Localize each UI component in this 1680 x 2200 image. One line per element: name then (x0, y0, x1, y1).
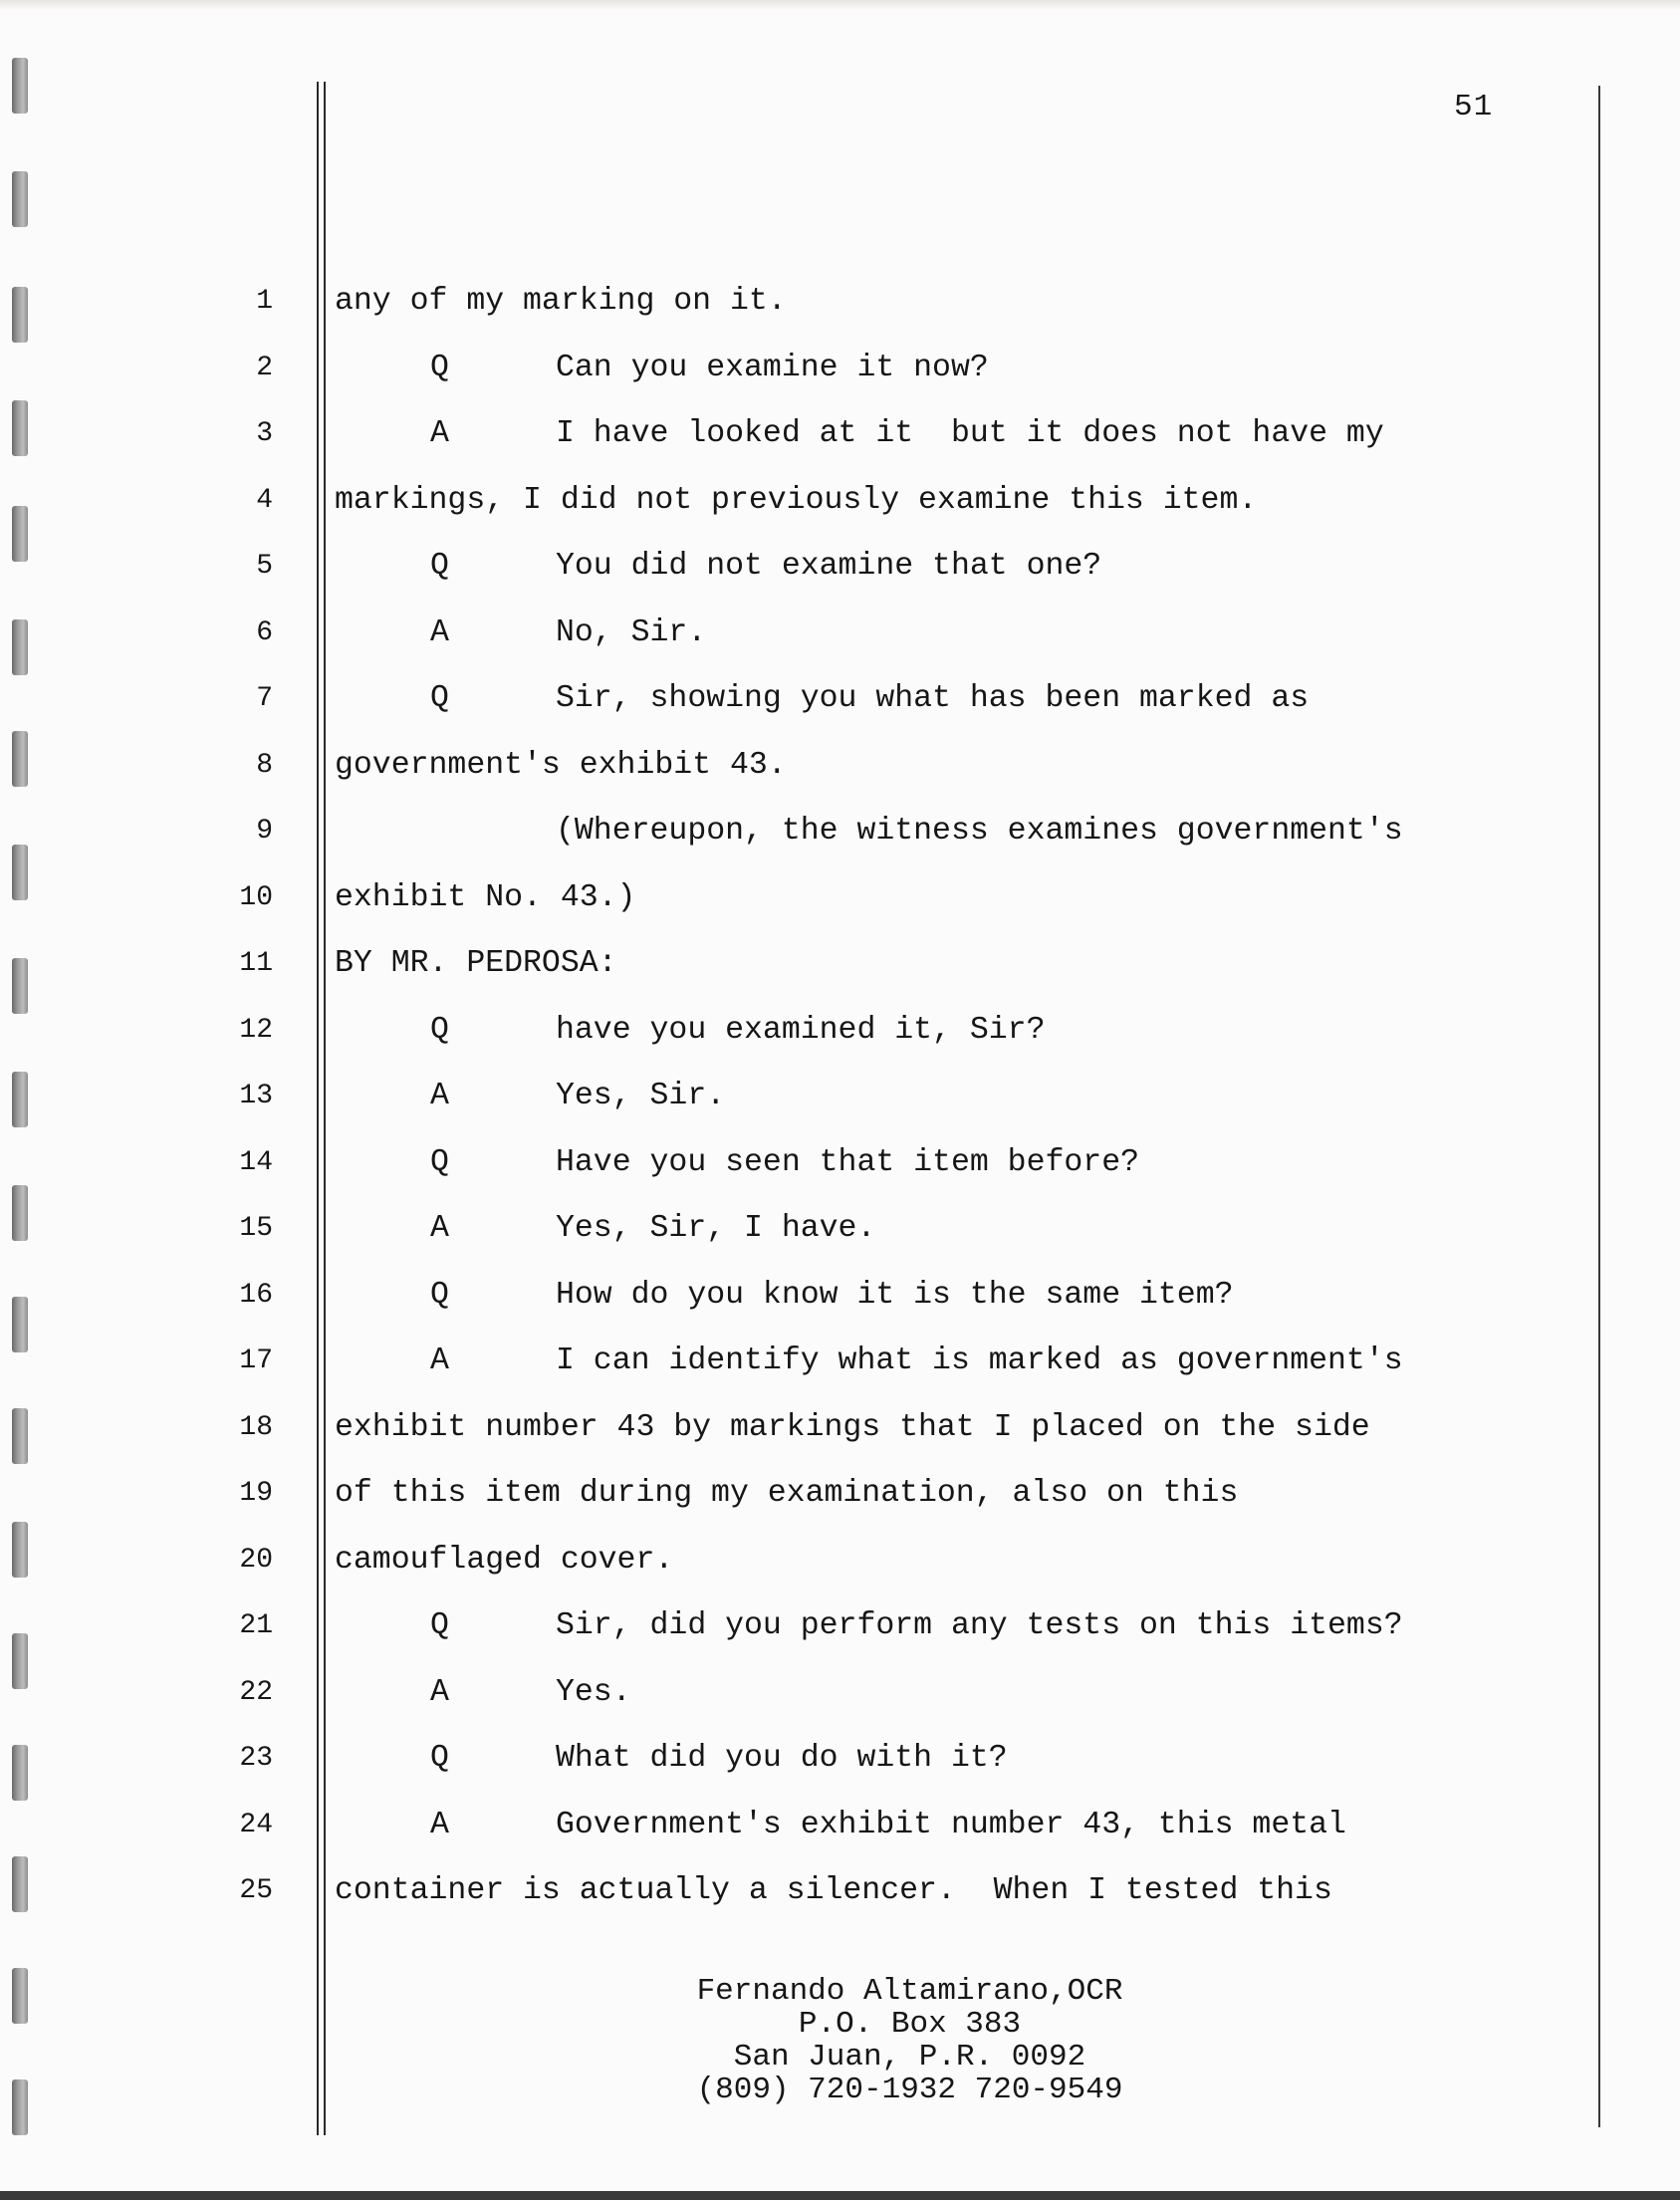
line-text: No, Sir. (556, 615, 707, 650)
question-marker: Q (430, 351, 449, 385)
reporter-phone: (809) 720-1932 720-9549 (696, 2073, 1123, 2107)
answer-marker: A (430, 1079, 449, 1113)
line-text: Yes. (556, 1675, 631, 1710)
line-number: 16 (239, 1280, 273, 1311)
line-text: Yes, Sir. (556, 1079, 726, 1113)
line-text: Can you examine it now? (556, 351, 989, 385)
transcript-line (0, 1071, 1680, 1130)
transcript-line (0, 1270, 1680, 1330)
line-number: 18 (239, 1412, 273, 1443)
answer-marker: A (430, 1675, 449, 1710)
reporter-city: San Juan, P.R. 0092 (733, 2040, 1086, 2075)
line-number: 5 (256, 551, 273, 582)
line-number: 22 (239, 1677, 273, 1708)
line-text: How do you know it is the same item? (556, 1278, 1234, 1313)
line-number: 8 (256, 750, 273, 781)
paper-bottom-edge (0, 2191, 1680, 2200)
page-number: 51 (1454, 90, 1494, 124)
transcript-line (0, 806, 1680, 865)
line-text: any of my marking on it. (335, 284, 787, 319)
line-number: 2 (256, 353, 273, 383)
line-text: I have looked at it but it does not have my (556, 416, 1384, 451)
line-number: 1 (256, 286, 273, 317)
line-number: 6 (256, 617, 273, 648)
reporter-footer (0, 1975, 1680, 2106)
transcript-line (0, 740, 1680, 800)
line-text: exhibit number 43 by markings that I placed on the side (335, 1410, 1370, 1445)
answer-marker: A (430, 1344, 449, 1378)
line-text: camouflaged cover. (335, 1543, 674, 1578)
line-text: Have you seen that item before? (556, 1145, 1139, 1180)
punch-hole (12, 58, 28, 114)
punch-hole (12, 171, 28, 227)
question-marker: Q (430, 1145, 449, 1180)
answer-marker: A (430, 1808, 449, 1842)
transcript-line (0, 1336, 1680, 1395)
line-number: 19 (239, 1478, 273, 1509)
line-number: 7 (256, 683, 273, 714)
transcript-line (0, 408, 1680, 468)
line-number: 12 (239, 1015, 273, 1046)
line-text: container is actually a silencer. When I tested this (335, 1873, 1332, 1908)
question-marker: Q (430, 1741, 449, 1776)
line-number: 17 (239, 1345, 273, 1376)
question-marker: Q (430, 1013, 449, 1048)
line-text: Sir, did you perform any tests on this items? (556, 1608, 1403, 1643)
line-number: 4 (256, 485, 273, 516)
question-marker: Q (430, 1608, 449, 1643)
line-text: exhibit No. 43.) (335, 880, 636, 915)
transcript-line (0, 1800, 1680, 1859)
line-text: (Whereupon, the witness examines government's (556, 814, 1403, 849)
line-number: 23 (239, 1743, 273, 1774)
line-number: 15 (239, 1213, 273, 1244)
transcript-line (0, 541, 1680, 601)
transcript-line (0, 1402, 1680, 1462)
question-marker: Q (430, 549, 449, 584)
question-marker: Q (430, 1278, 449, 1313)
transcript-line (0, 475, 1680, 535)
transcript-line (0, 1667, 1680, 1727)
line-number: 25 (239, 1875, 273, 1906)
line-number: 14 (239, 1147, 273, 1178)
line-number: 21 (239, 1610, 273, 1641)
answer-marker: A (430, 416, 449, 451)
line-number: 20 (239, 1545, 273, 1576)
transcript-line (0, 1535, 1680, 1594)
line-number: 13 (239, 1081, 273, 1111)
transcript-line (0, 938, 1680, 998)
line-text: of this item during my examination, also on this (335, 1476, 1239, 1511)
transcript-line (0, 673, 1680, 733)
transcript-line (0, 276, 1680, 336)
line-text: Yes, Sir, I have. (556, 1211, 876, 1246)
line-number: 9 (256, 816, 273, 847)
line-text: You did not examine that one? (556, 549, 1102, 584)
line-text: What did you do with it? (556, 1741, 1008, 1776)
transcript-line (0, 1005, 1680, 1065)
transcript-line (0, 1137, 1680, 1197)
line-number: 3 (256, 418, 273, 449)
transcript-line (0, 1468, 1680, 1528)
line-text: I can identify what is marked as government's (556, 1344, 1403, 1378)
line-text: Sir, showing you what has been marked as (556, 681, 1310, 716)
transcript-line (0, 1203, 1680, 1263)
line-number: 11 (239, 948, 273, 979)
line-number: 24 (239, 1810, 273, 1840)
transcript-line (0, 1733, 1680, 1793)
transcript-line (0, 608, 1680, 667)
answer-marker: A (430, 1211, 449, 1246)
transcript-line (0, 872, 1680, 932)
line-text: markings, I did not previously examine this item. (335, 483, 1258, 518)
line-text: have you examined it, Sir? (556, 1013, 1046, 1048)
reporter-name: Fernando Altamirano,OCR (696, 1974, 1123, 2009)
reporter-po-box: P.O. Box 383 (798, 2007, 1022, 2042)
line-text: BY MR. PEDROSA: (335, 946, 617, 981)
transcript-line (0, 1600, 1680, 1660)
transcript-line (0, 1865, 1680, 1925)
question-marker: Q (430, 681, 449, 716)
line-text: government's exhibit 43. (335, 748, 787, 783)
transcript-line (0, 343, 1680, 402)
answer-marker: A (430, 615, 449, 650)
line-number: 10 (239, 882, 273, 913)
line-text: Government's exhibit number 43, this metal (556, 1808, 1346, 1842)
paper-top-edge (0, 0, 1680, 10)
